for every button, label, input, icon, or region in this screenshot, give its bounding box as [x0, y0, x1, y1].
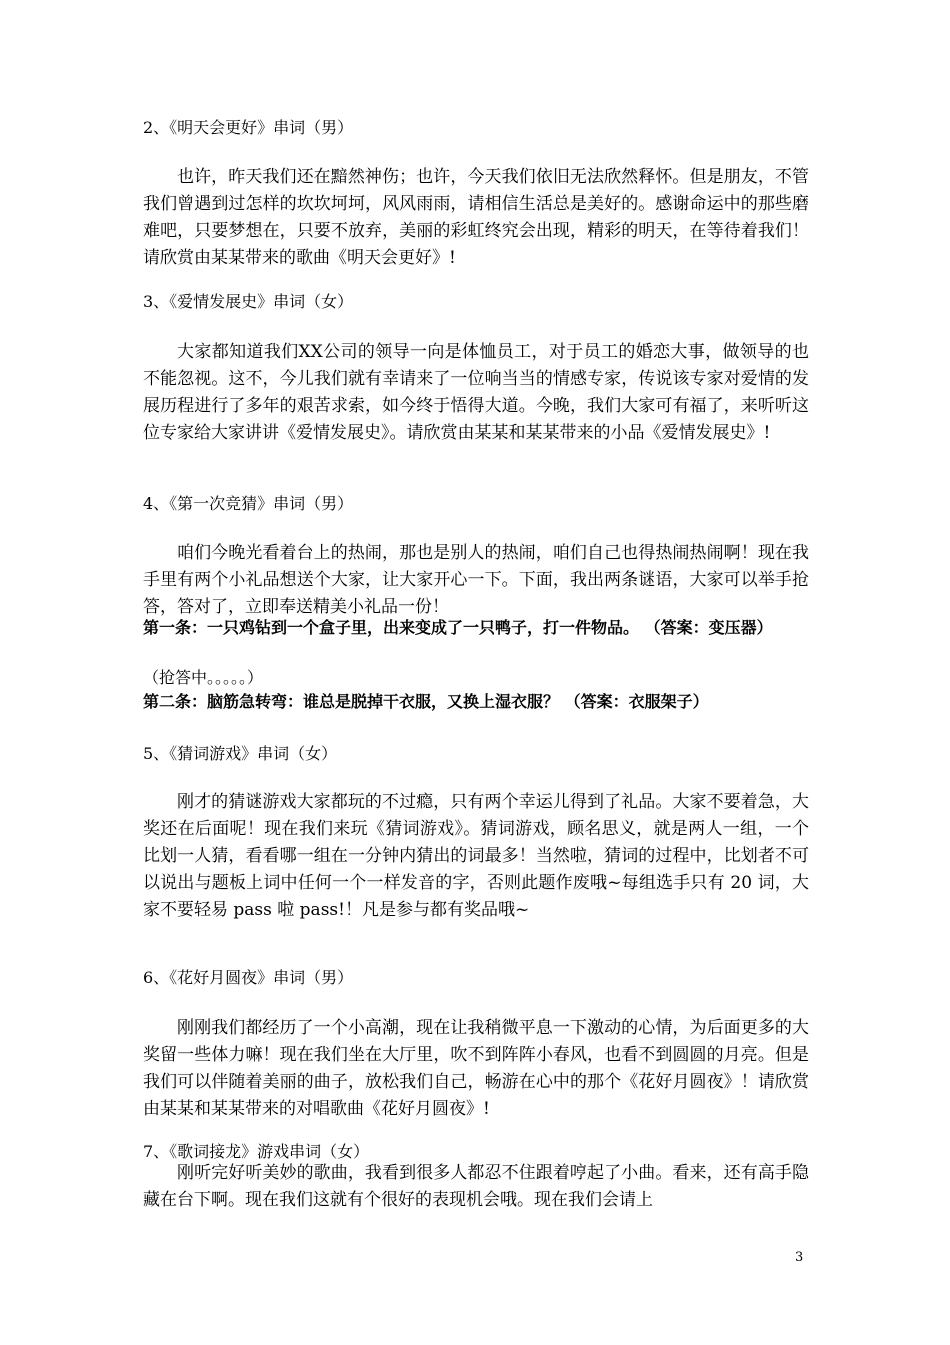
riddle-two: 第二条：脑筋急转弯：谁总是脱掉干衣服，又换上湿衣服？ （答案：衣服架子）: [143, 692, 709, 711]
section-heading-2: 2、《明天会更好》串词（男）: [143, 118, 354, 137]
section-body-3: 大家都知道我们XX公司的领导一向是体恤员工，对于员工的婚恋大事，做领导的也不能忽视。这不，今儿我们就有幸请来了一位响当当的情感专家，传说该专家对爱情的发展历程进行了多年的艰苦求索，如今终于悟得大道。今晚，我们大家可有福了，来听听这位专家给大家讲讲《爱情发展史》。请欣赏由某某和某某带来的小品《爱情发展史》!: [143, 342, 809, 443]
section-heading-4: 4、《第一次竞猜》串词（男）: [143, 494, 354, 513]
section-heading-3: 3、《爱情发展史》串词（女）: [143, 292, 354, 311]
section-body-5: 刚才的猜谜游戏大家都玩的不过瘾，只有两个幸运儿得到了礼品。大家不要着急，大奖还在后面呢！现在我们来玩《猜词游戏》。猜词游戏，顾名思义，就是两人一组，一个比划一人猜，看看哪一组在一分钟内猜出的词最多！当然啦，猜词的过程中，比划者不可以说出与题板上词中任何一个一样发音的字，否则此题作废哦~每组选手只有 20 词，大家不要轻易 pass 啦 pass!！凡是参与都有奖品哦~: [143, 792, 809, 920]
section-body-4: 咱们今晚光看着台上的热闹，那也是别人的热闹，咱们自己也得热闹热闹啊！现在我手里有两个小礼品想送个大家，让大家开心一下。下面，我出两条谜语，大家可以举手抢答，答对了，立即奉送精美小礼品一份！: [143, 543, 809, 617]
section-body-7: 刚听完好听美妙的歌曲，我看到很多人都忍不住跟着哼起了小曲。看来，还有高手隐藏在台下啊。现在我们这就有个很好的表现机会哦。现在我们会请上: [143, 1163, 809, 1210]
section-body-2: 也许，昨天我们还在黯然神伤；也许，今天我们依旧无法欣然释怀。但是朋友，不管我们曾遇到过怎样的坎坎坷坷，风风雨雨，请相信生活总是美好的。感谢命运中的那些磨难吧，只要梦想在，只要不放弃，美丽的彩虹终究会出现，精彩的明天，在等待着我们！请欣赏由某某带来的歌曲《明天会更好》!: [143, 167, 809, 268]
section-heading-5: 5、《猜词游戏》串词（女）: [143, 744, 338, 763]
riddle-pause: （抢答中。。。。。）: [143, 668, 264, 687]
section-heading-6: 6、《花好月圆夜》串词（男）: [143, 968, 354, 987]
page-number: 3: [795, 1250, 804, 1265]
section-body-6: 刚刚我们都经历了一个小高潮，现在让我稍微平息一下激动的心情，为后面更多的大奖留一些体力嘛！现在我们坐在大厅里，吹不到阵阵小春风，也看不到圆圆的月亮。但是我们可以伴随着美丽的曲子，放松我们自己，畅游在心中的那个《花好月圆夜》！请欣赏由某某和某某带来的对唱歌曲《花好月圆夜》!: [143, 1018, 809, 1119]
riddle-one: 第一条：一只鸡钻到一个盒子里，出来变成了一只鸭子，打一件物品。 （答案：变压器）: [143, 618, 773, 637]
section-heading-7: 7、《歌词接龙》游戏串词（女）: [143, 1142, 370, 1161]
